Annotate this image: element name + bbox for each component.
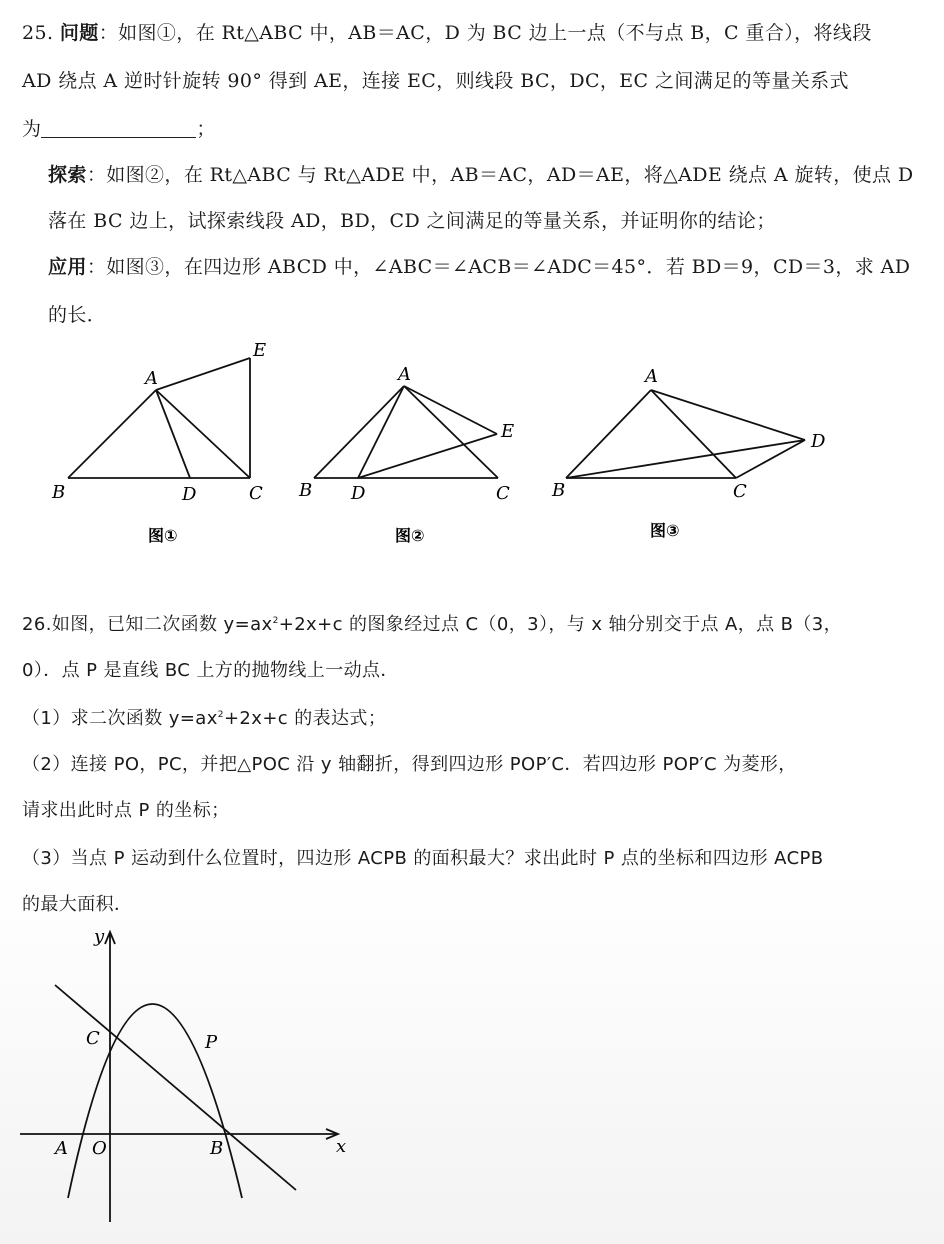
q25-line-2: AD 绕点 A 逆时针旋转 90° 得到 AE，连接 EC，则线段 BC，DC，EC 之间满足的等量关系式 <box>22 70 849 92</box>
q26-line-4: （2）连接 PO，PC，并把△POC 沿 y 轴翻折，得到四边形 POP′C．若四边形 POP′C 为菱形， <box>22 754 797 775</box>
origin-label: O <box>92 1138 107 1159</box>
x-axis-label: x <box>336 1136 347 1157</box>
fig1-label-e: E <box>253 340 267 361</box>
fig1-label-b: B <box>52 482 66 503</box>
fig1-label-c: C <box>249 483 263 504</box>
q25-prefix: 为 <box>22 118 42 140</box>
fig2-label-c: C <box>496 483 510 504</box>
fig2-label-a: A <box>398 364 411 385</box>
q25-text-4: ：如图②，在 Rt△ABC 与 Rt△ADE 中，AB＝AC，AD＝AE，将△ADE 绕点 A 旋转，使点 D <box>86 164 914 186</box>
q26-text-1a: 26.如图，已知二次函数 y=ax <box>22 614 273 635</box>
q26-line-7: 的最大面积． <box>22 894 133 915</box>
q26-text-3b: +2x+c 的表达式； <box>223 708 387 729</box>
fig2-label-b: B <box>299 480 313 501</box>
fig1-label-a: A <box>145 368 158 389</box>
q26-line-5: 请求出此时点 P 的坐标； <box>22 800 230 821</box>
q26-sup-1: 2 <box>272 616 279 626</box>
fig3-caption: 图③ <box>650 521 680 540</box>
fig3-label-c: C <box>733 481 747 502</box>
q25-line-5: 落在 BC 边上，试探索线段 AD，BD，CD 之间满足的等量关系，并证明你的结论； <box>48 210 776 232</box>
fig3-label-a: A <box>645 366 658 387</box>
point-b-label: B <box>210 1138 224 1159</box>
q26-text-1b: +2x+c 的图象经过点 C（0，3），与 x 轴分别交于点 A，点 B（3， <box>278 614 843 635</box>
problem-label: 问题 <box>59 22 99 44</box>
point-p-label: P <box>205 1032 218 1053</box>
point-c-label: C <box>86 1028 100 1049</box>
fig2-label-d: D <box>351 483 366 504</box>
explore-label: 探索 <box>48 164 87 186</box>
q26-text-3a: （1）求二次函数 y=ax <box>22 708 218 729</box>
q26-line-2: 0）．点 P 是直线 BC 上方的抛物线上一动点． <box>22 660 399 681</box>
q26-line-6: （3）当点 P 运动到什么位置时，四边形 ACPB 的面积最大？求出此时 P 点的坐标和四边形 ACPB <box>22 848 824 869</box>
line-bc <box>55 985 296 1190</box>
apply-label: 应用 <box>48 256 87 278</box>
q25-text-1: ：如图①，在 Rt△ABC 中，AB＝AC，D 为 BC 边上一点（不与点 B，C 重合），将线段 <box>98 22 872 44</box>
fig3-label-d: D <box>811 431 826 452</box>
q25-line-7: 的长． <box>48 304 107 326</box>
q25-text-6: ：如图③，在四边形 ABCD 中，∠ABC＝∠ACB＝∠ADC＝45°．若 BD＝9，CD＝3，求 AD <box>86 256 911 278</box>
fig3-label-b: B <box>552 480 566 501</box>
fig2-label-e: E <box>501 421 515 442</box>
point-a-label: A <box>55 1138 68 1159</box>
q25-suffix: ； <box>196 118 216 140</box>
fig1-label-d: D <box>182 484 197 505</box>
fig1-caption: 图① <box>148 526 178 545</box>
y-axis-label: y <box>94 926 105 947</box>
q26-sup-3: 2 <box>217 710 224 720</box>
question-number: 25. <box>22 22 54 44</box>
fig2-caption: 图② <box>395 526 425 545</box>
